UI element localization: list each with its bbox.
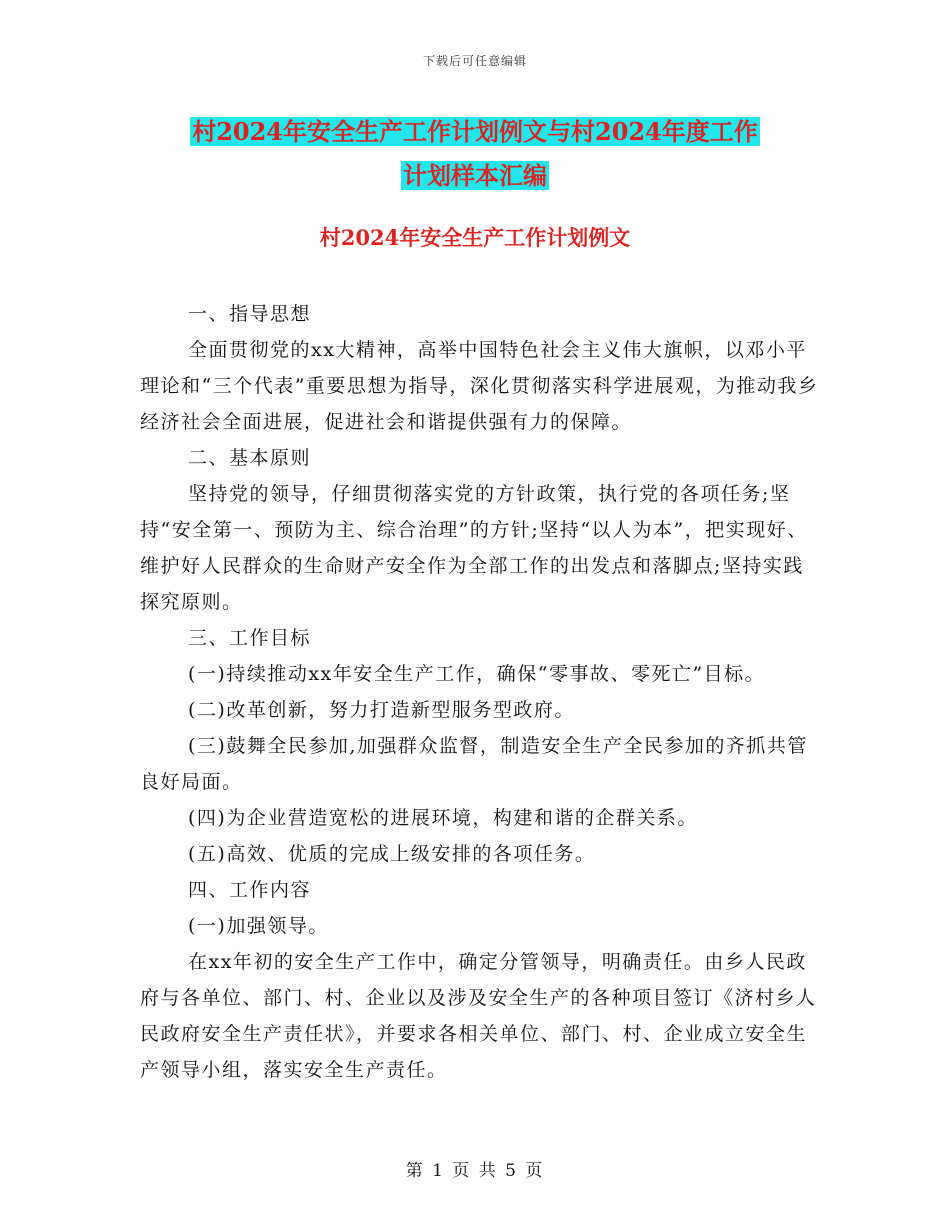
heading-basic-principles: 二、基本原则: [188, 447, 312, 469]
document-title: [150, 110, 800, 198]
paragraph-guiding-ideology: 全面贯彻党的xx大精神，高举中国特色社会主义伟大旗帜，以邓小平理论和“三个代表”重要思想为指导，深化贯彻落实科学进展观，为推动我乡经济社会全面进展，促进社会和谐提供强有力的保障。: [140, 339, 819, 433]
heading-work-content: 四、工作内容: [188, 879, 312, 901]
content-item-1-heading: (一)加强领导。: [188, 915, 329, 937]
section-title: 村2024年安全生产工作计划例文: [319, 225, 631, 250]
paragraph-strengthen-leadership: 在xx年初的安全生产工作中，确定分管领导，明确责任。由乡人民政府与各单位、部门、村、企业以及涉及安全生产的各种项目签订《济村乡人民政府安全生产责任状》，并要求各相关单位、部门、村、企业成立安全生产领导小组，落实安全生产责任。: [140, 951, 817, 1081]
goal-item-1: (一)持续推动xx年安全生产工作，确保“零事故、零死亡”目标。: [188, 663, 766, 685]
heading-guiding-ideology: 一、指导思想: [188, 303, 312, 325]
heading-work-goals: 三、工作目标: [188, 627, 312, 649]
document-title-line-2: 计划样本汇编: [403, 161, 547, 190]
page-number-footer: 第 1 页 共 5 页: [405, 1161, 545, 1181]
goal-item-2: (二)改革创新，努力打造新型服务型政府。: [188, 699, 575, 721]
page-header-note: 下载后可任意编辑: [422, 54, 527, 68]
document-body: [140, 296, 820, 1088]
document-title-line-1: 村2024年安全生产工作计划例文与村2024年度工作: [192, 117, 758, 146]
goal-item-5: (五)高效、优质的完成上级安排的各项任务。: [188, 843, 596, 865]
goal-item-4: (四)为企业营造宽松的进展环境，构建和谐的企群关系。: [188, 807, 698, 829]
paragraph-basic-principles: 坚持党的领导，仔细贯彻落实党的方针政策，执行党的各项任务;坚持“安全第一、预防为主、综合治理”的方针;坚持“以人为本”，把实现好、维护好人民群众的生命财产安全作为全部工作的出发点和落脚点;坚持实践探究原则。: [140, 483, 808, 613]
goal-item-3: (三)鼓舞全民参加,加强群众监督，制造安全生产全民参加的齐抓共管良好局面。: [140, 735, 808, 793]
